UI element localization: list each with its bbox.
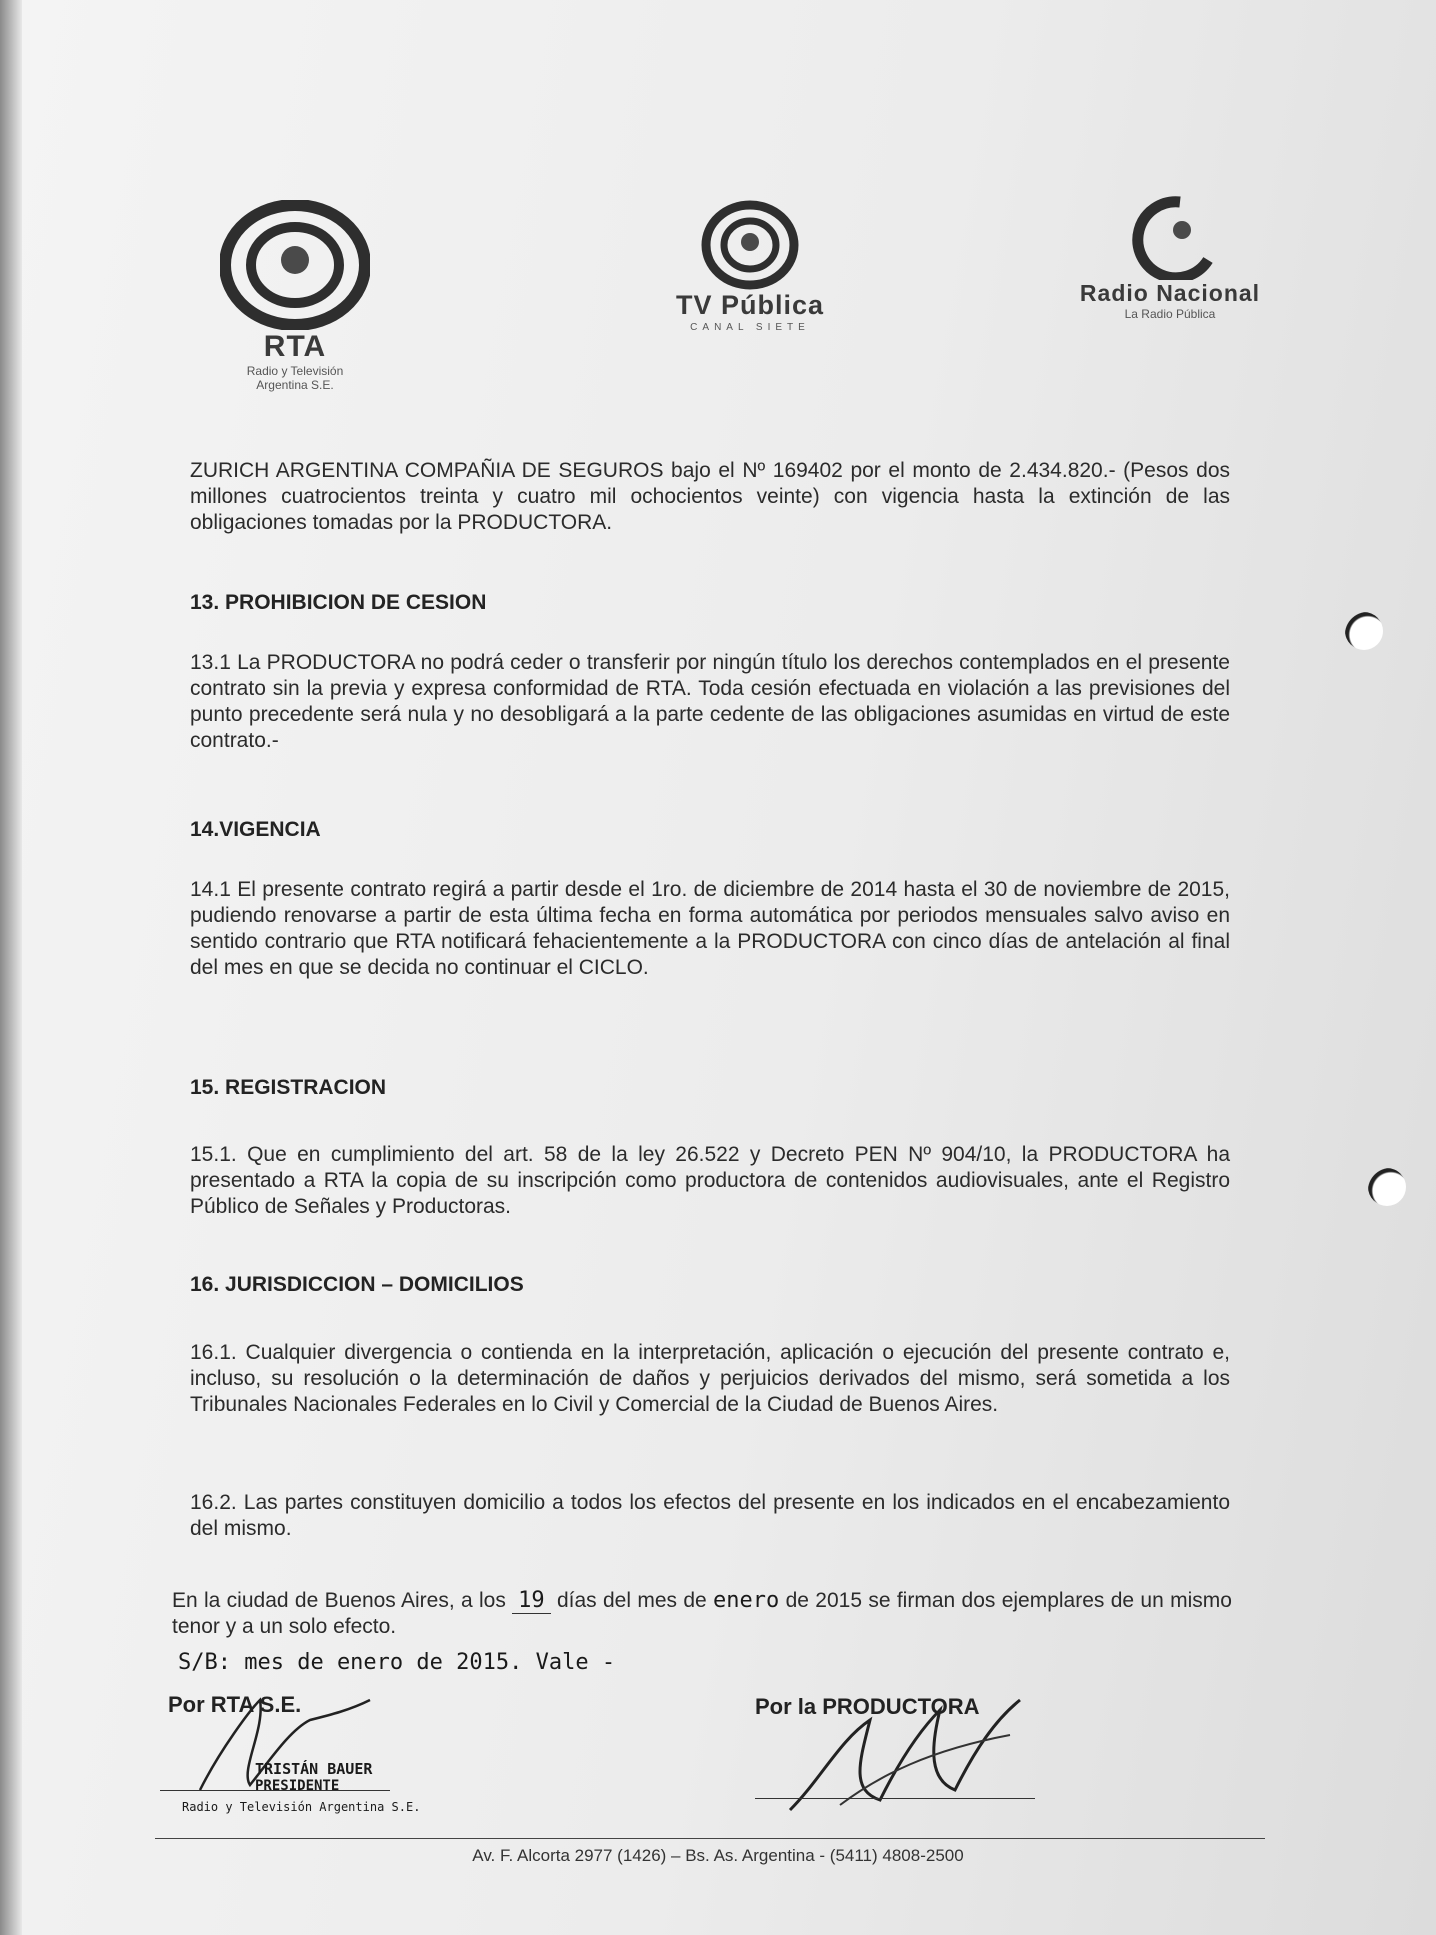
tv-publica-logo — [660, 200, 840, 335]
section-13-title: 13. PROHIBICION DE CESION — [190, 591, 487, 614]
rta-logo-icon — [220, 200, 370, 330]
productora-signature-label: Por la PRODUCTORA — [755, 1694, 980, 1719]
rta-logo-title: RTA — [263, 330, 327, 363]
clause-intro: ZURICH ARGENTINA COMPAÑIA DE SEGUROS bajo el Nº 169402 por el monto de 2.434.820.- (Pesos dos millones cuatrocientos treinta y cuatro mil ochocientos veinte) con vigencia hasta la extinción de las obligaciones tomadas por la PRODUCTORA. — [190, 459, 1230, 534]
rta-stamp-name: TRISTÁN BAUER — [255, 1760, 373, 1778]
tv-publica-title: TV Pública — [675, 290, 825, 320]
productora-signature-line — [755, 1798, 1035, 1799]
tv-publica-logo-icon — [700, 200, 800, 290]
closing-text — [172, 1588, 1232, 1640]
section-16-title: 16. JURISDICCION – DOMICILIOS — [190, 1273, 524, 1296]
rta-signature-line — [160, 1790, 390, 1791]
rta-logo-subtitle-2: Argentina S.E. — [256, 378, 334, 392]
rta-stamp-title: PRESIDENTE — [255, 1778, 340, 1794]
footer-address: Av. F. Alcorta 2977 (1426) – Bs. As. Argentina - (5411) 4808-2500 — [472, 1846, 964, 1865]
rta-stamp-company: Radio y Televisión Argentina S.E. — [182, 1800, 421, 1814]
clause-14-1: 14.1 El presente contrato regirá a partir desde el 1ro. de diciembre de 2014 hasta el 30 de noviembre de 2015, pudiendo renovarse a partir de esta última fecha en forma automática por periodos mensuales salvo aviso en sentido contrario que RTA notificará fehacientemente a la PRODUCTORA con cinco días de antelación al final del mes en que se decida no continuar el CICLO. — [190, 878, 1230, 979]
punch-hole-bottom — [1368, 1168, 1406, 1206]
radio-nacional-logo-icon — [1120, 190, 1220, 280]
tv-publica-subtitle: CANAL SIETE — [690, 322, 810, 333]
radio-nacional-logo — [1060, 190, 1280, 321]
radio-nacional-title: Radio Nacional — [1079, 280, 1261, 306]
rta-signature-label: Por RTA S.E. — [168, 1692, 302, 1717]
radio-nacional-subtitle: La Radio Pública — [1124, 307, 1216, 321]
handwritten-month: enero — [713, 1588, 780, 1613]
footer-divider — [155, 1838, 1265, 1839]
handwritten-note: S/B: mes de enero de 2015. Vale - — [178, 1650, 616, 1675]
punch-hole-top — [1345, 612, 1383, 650]
clause-13-1: 13.1 La PRODUCTORA no podrá ceder o transferir por ningún título los derechos contemplados en el presente contrato sin la previa y expresa conformidad de RTA. Toda cesión efectuada en violación a las previsiones del punto precedente será nula y no desobligará a la parte cedente de las obligaciones asumidas en virtud de este contrato.- — [190, 651, 1230, 752]
clause-15-1: 15.1. Que en cumplimiento del art. 58 de la ley 26.522 y Decreto PEN Nº 904/10, la PRODUCTORA ha presentado a RTA la copia de su inscripción como productora de contenidos audiovisuales, ante el Registro Público de Señales y Productoras. — [190, 1143, 1230, 1218]
section-14-title: 14.VIGENCIA — [190, 818, 321, 841]
handwritten-day: 19 — [512, 1588, 551, 1614]
closing-part-1: En la ciudad de Buenos Aires, a los — [172, 1589, 506, 1612]
clause-16-2: 16.2. Las partes constituyen domicilio a todos los efectos del presente en los indicados en el encabezamiento del mismo. — [190, 1491, 1230, 1540]
closing-part-3: de 2015 se firman dos ejemplares de un mismo tenor y a un solo efecto. — [172, 1589, 1232, 1638]
rta-logo — [200, 200, 390, 392]
rta-logo-subtitle-1: Radio y Televisión — [246, 364, 344, 378]
productora-signature-scribble — [780, 1680, 1040, 1820]
closing-part-2: días del mes de — [556, 1589, 707, 1612]
clause-16-1: 16.1. Cualquier divergencia o contienda en la interpretación, aplicación o ejecución del presente contrato e, incluso, su resolución o la determinación de daños y perjuicios derivados del mismo, será sometida a los Tribunales Nacionales Federales en lo Civil y Comercial de la Ciudad de Buenos Aires. — [190, 1341, 1230, 1416]
section-15-title: 15. REGISTRACION — [190, 1076, 387, 1099]
